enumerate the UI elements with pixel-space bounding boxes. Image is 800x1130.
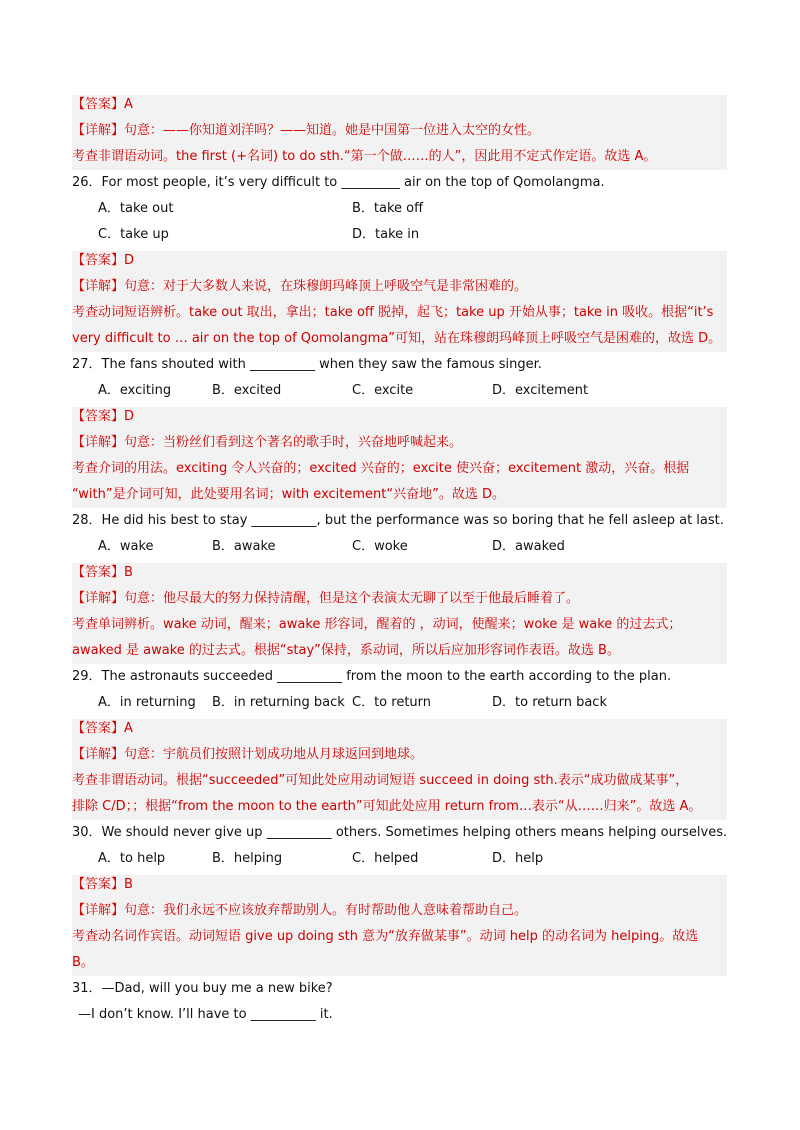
- option-b: B．take off: [352, 201, 424, 216]
- answer-detail: 【详解】句意：——你知道刘洋吗？——知道。她是中国第一位进入太空的女性。: [72, 123, 541, 138]
- option-d: D．awaked: [492, 539, 565, 554]
- option-d: D．help: [492, 851, 544, 866]
- answer-detail: 【详解】句意：我们永远不应该放弃帮助别人。有时帮助他人意味着帮助自己。: [72, 903, 528, 918]
- option-c: C．to return: [352, 695, 432, 710]
- option-b: B．helping: [212, 851, 283, 866]
- question-stem: 27．The fans shouted with __________ when they saw the famous singer.: [72, 357, 542, 372]
- option-c: C．take up: [98, 227, 169, 242]
- answer-label: 【答案】D: [72, 409, 135, 424]
- option-a: A．in returning: [98, 695, 196, 710]
- answer-explanation: very difficult to … air on the top of Qomolangma”可知，站在珠穆朗玛峰顶上呼吸空气是困难的，故选 D。: [72, 331, 722, 346]
- question-stem: 30．We should never give up __________ others. Sometimes helping others means helping ourselves.: [72, 825, 728, 840]
- answer-label: 【答案】B: [72, 877, 133, 892]
- answer-explanation: awaked 是 awake 的过去式。根据“stay”保持，系动词，所以后应加形容词作表语。故选 B。: [72, 643, 620, 658]
- answer-explanation: “with”是介词可知，此处要用名词；with excitement“兴奋地”。故选 D。: [72, 487, 505, 502]
- option-a: A．exciting: [98, 383, 172, 398]
- answer-label: 【答案】B: [72, 565, 133, 580]
- question-stem: 26．For most people, it’s very difficult to _________ air on the top of Qomolangma.: [72, 175, 605, 190]
- question-stem: 29．The astronauts succeeded __________ from the moon to the earth according to the plan.: [72, 669, 672, 684]
- option-c: C．woke: [352, 539, 408, 554]
- option-a: A．to help: [98, 851, 166, 866]
- question-stem: 28．He did his best to stay __________, but the performance was so boring that he fell asleep at last.: [72, 513, 724, 528]
- option-a: A．take out: [98, 201, 174, 216]
- answer-explanation: 考查单词辨析。wake 动词，醒来；awake 形容词，醒着的 ，动词，使醒来；woke 是 wake 的过去式；: [72, 617, 682, 632]
- answer-explanation: 考查动词短语辨析。take out 取出，拿出；take off 脱掉，起飞；take up 开始从事；take in 吸收。根据“it’s: [72, 305, 714, 320]
- option-c: C．helped: [352, 851, 419, 866]
- answer-explanation: 考查介词的用法。exciting 令人兴奋的；excited 兴奋的；excite 使兴奋；excitement 激动，兴奋。根据: [72, 461, 690, 476]
- answer-explanation: 排除 C/D；；根据“from the moon to the earth”可知此处应用 return from…表示“从……归来”。故选 A。: [72, 799, 702, 814]
- answer-detail: 【详解】句意：他尽最大的努力保持清醒，但是这个表演太无聊了以至于他最后睡着了。: [72, 591, 580, 606]
- answer-explanation: 考查非谓语动词。根据“succeeded”可知此处应用动词短语 succeed in doing sth.表示“成功做成某事”，: [72, 773, 689, 788]
- option-d: D．take in: [352, 227, 420, 242]
- answer-explanation: 考查非谓语动词。the first (+名词) to do sth.“第一个做……的人”，因此用不定式作定语。故选 A。: [72, 149, 657, 164]
- question-stem: 31．—Dad, will you buy me a new bike?: [72, 981, 333, 996]
- answer-explanation: B。: [72, 955, 94, 970]
- answer-detail: 【详解】句意：对于大多数人来说，在珠穆朗玛峰顶上呼吸空气是非常困难的。: [72, 279, 528, 294]
- option-d: D．to return back: [492, 695, 607, 710]
- option-d: D．excitement: [492, 383, 589, 398]
- answer-label: 【答案】D: [72, 253, 135, 268]
- option-b: B．in returning back: [212, 695, 345, 710]
- answer-label: 【答案】A: [72, 721, 133, 736]
- option-a: A．wake: [98, 539, 154, 554]
- option-c: C．excite: [352, 383, 414, 398]
- answer-detail: 【详解】句意：当粉丝们看到这个著名的歌手时，兴奋地呼喊起来。: [72, 435, 463, 450]
- option-b: B．excited: [212, 383, 282, 398]
- question-stem-line2: —I don’t know. I’ll have to __________ it.: [78, 1007, 333, 1022]
- answer-explanation: 考查动名词作宾语。动词短语 give up doing sth 意为“放弃做某事”。动词 help 的动名词为 helping。故选: [72, 929, 699, 944]
- answer-label: 【答案】A: [72, 97, 133, 112]
- answer-detail: 【详解】句意：宇航员们按照计划成功地从月球返回到地球。: [72, 747, 424, 762]
- option-b: B．awake: [212, 539, 276, 554]
